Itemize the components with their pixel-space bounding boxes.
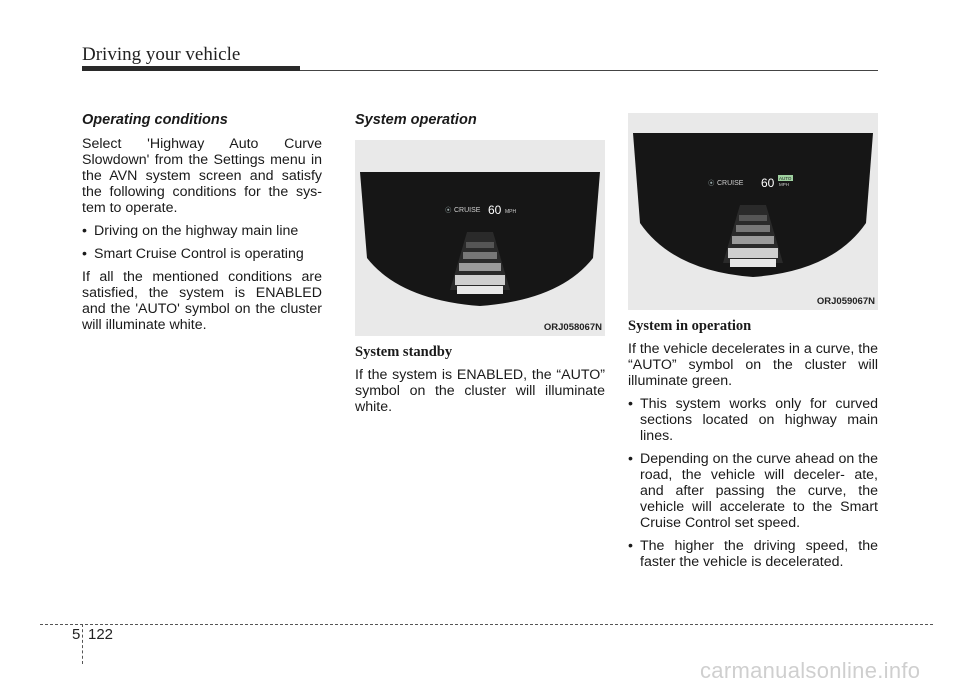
cluster-cruise-label: CRUISE <box>717 180 744 187</box>
paragraph-outro: If all the mentioned conditions are satisfied, the system is ENABLED and the 'AUTO' symbol on the cluster will illuminate white. <box>82 269 322 333</box>
cluster-operation-illustration <box>628 113 878 310</box>
chapter-number: 5 <box>72 626 81 643</box>
cruise-icon: ⦿ <box>708 180 715 187</box>
cluster-auto-label: AUTO <box>779 176 792 181</box>
heading-system-standby: System standby <box>355 344 453 360</box>
column-system-operation-heading <box>355 112 605 136</box>
column-system-standby <box>355 344 605 422</box>
heading-system-operation: System operation <box>355 112 477 128</box>
figure-code: ORJ059067N <box>816 296 875 307</box>
paragraph-operation: If the vehicle decelerates in a curve, the “AUTO” symbol on the cluster will illuminate green. <box>628 341 878 389</box>
figure-cluster-operation <box>628 113 878 310</box>
page-number: 122 <box>88 626 114 643</box>
bullet-item: • Driving on the highway main line <box>82 223 299 239</box>
bullet-item: • This system works only for curved sections located on highway main lines. <box>628 396 878 444</box>
header-rule-thin <box>300 70 878 71</box>
footer-divider <box>82 624 83 664</box>
cluster-speed: 60 <box>488 203 502 217</box>
watermark-text: carmanualsonline.info <box>700 658 921 683</box>
cluster-unit: MPH <box>505 209 517 215</box>
bullet-item: • The higher the driving speed, the faster the vehicle is decelerated. <box>628 538 878 570</box>
footer-rule <box>40 624 933 625</box>
column-operating-conditions <box>82 112 322 340</box>
cruise-icon: ⦿ <box>445 207 452 214</box>
bullet-item: • Smart Cruise Control is operating <box>82 246 304 262</box>
cluster-cruise-label: CRUISE <box>454 207 481 214</box>
heading-system-in-operation: System in operation <box>628 318 752 334</box>
paragraph-standby: If the system is ENABLED, the “AUTO” symbol on the cluster will illuminate white. <box>355 367 605 415</box>
cluster-unit: MPH <box>779 182 789 187</box>
cluster-speed: 60 <box>761 176 775 190</box>
cluster-standby-illustration <box>355 140 605 336</box>
figure-cluster-standby <box>355 140 605 336</box>
header-rule-thick <box>82 66 300 71</box>
paragraph-intro: Select 'Highway Auto Curve Slowdown' from the Settings menu in the AVN system screen and satisfy the following conditions for the sys- tem to operate. <box>82 136 322 216</box>
page-header-title: Driving your vehicle <box>82 44 241 65</box>
figure-code: ORJ058067N <box>543 322 602 333</box>
heading-operating-conditions: Operating conditions <box>82 112 228 128</box>
bullet-item: • Depending on the curve ahead on the road, the vehicle will deceler- ate, and after passing the curve, the vehicle will accelerate to the Smart Cruise Control set speed. <box>628 451 878 531</box>
column-system-in-operation <box>628 318 878 577</box>
